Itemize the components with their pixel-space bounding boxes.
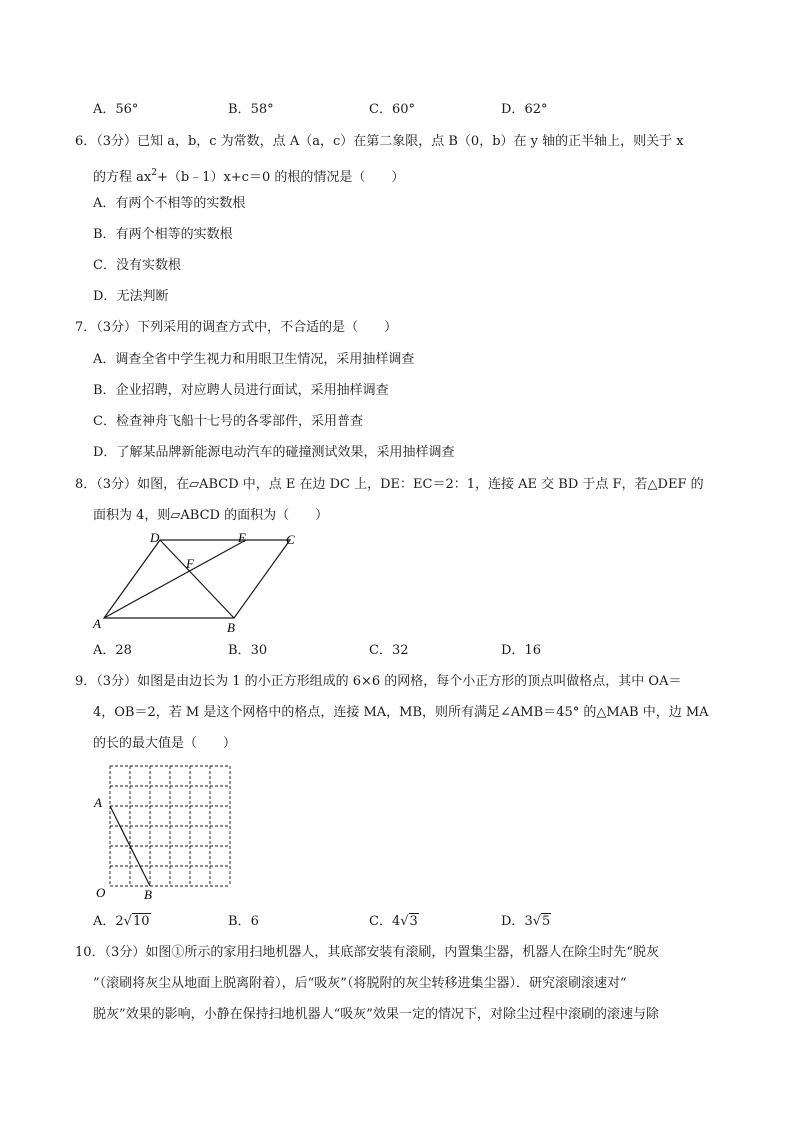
- q8-option-d: D．16: [501, 643, 541, 658]
- q9-option-a: A．2√10: [93, 914, 150, 929]
- label-a: A: [93, 616, 101, 631]
- q7-stem: 7．（3分）下列采用的调查方式中，不合适的是（ ）: [75, 320, 398, 335]
- q5-option-a: A．56°: [93, 102, 139, 117]
- q8-option-c: C．32: [369, 643, 409, 658]
- q8-option-b: B．30: [228, 643, 268, 658]
- label-o: O: [96, 885, 106, 900]
- q6-stem-line2: 的方程 $ax^2+(b﹣1)x+c=0$ 的根的情况是（ ）: [93, 168, 405, 185]
- q9-option-b: B．6: [228, 914, 259, 929]
- q10-stem-line1: 10．（3分）如图①所示的家用扫地机器人，其底部安装有滚刷，内置集尘器，机器人在除尘时先“脱灰: [75, 945, 659, 960]
- q9-stem-line2: 4，OB＝2，若 M 是这个网格中的格点，连接 MA，MB，则所有满足∠AMB＝45° 的△MAB 中，边 MA: [93, 705, 709, 720]
- label-a: A: [94, 795, 102, 810]
- segment-bd: [160, 540, 234, 618]
- q8-stem-line1: 8．（3分）如图，在▱ABCD 中，点 E 在边 DC 上，DE：EC＝2：1，连接 AE 交 BD 于点 F，若△DEF 的: [75, 477, 704, 492]
- label-c: C: [286, 532, 295, 547]
- q5-option-d: D．62°: [501, 102, 548, 117]
- q8-parallelogram-figure: [88, 528, 318, 638]
- q10-stem-line2: ”（滚刷将灰尘从地面上脱离附着），后“吸灰”（将脱附的灰尘转移进集尘器）．研究滚刷滚速对“: [93, 976, 627, 991]
- q6-option-a: A．有两个不相等的实数根: [93, 196, 246, 211]
- q5-option-b: B．58°: [228, 102, 274, 117]
- q9-stem-line1: 9．（3分）如图是由边长为 1 的小正方形组成的 6×6 的网格，每个小正方形的顶点叫做格点，其中 OA＝: [75, 674, 682, 689]
- q9-grid-figure: [88, 758, 248, 908]
- q7-option-b: B．企业招聘，对应聘人员进行面试，采用抽样调查: [93, 383, 389, 398]
- q5-option-c: C．60°: [369, 102, 415, 117]
- q8-option-a: A．28: [93, 643, 132, 658]
- q6-option-c: C．没有实数根: [93, 258, 181, 273]
- label-d: D: [150, 530, 160, 545]
- q10-stem-line3: 脱灰”效果的影响，小静在保持扫地机器人“吸灰”效果一定的情况下，对除尘过程中滚刷的滚速与除: [93, 1007, 659, 1022]
- label-f: F: [186, 556, 194, 571]
- q9-option-d: D．3√5: [501, 914, 551, 929]
- q6-option-d: D．无法判断: [93, 289, 169, 304]
- q7-option-a: A．调查全省中学生视力和用眼卫生情况，采用抽样调查: [93, 352, 415, 367]
- q9-option-c: C．4√3: [369, 914, 418, 929]
- segment-ae: [104, 540, 246, 618]
- q8-stem-line2: 面积为 4，则▱ABCD 的面积为（ ）: [93, 508, 329, 523]
- q7-option-c: C．检查神舟飞船十七号的各零部件，采用普查: [93, 414, 363, 429]
- label-e: E: [238, 530, 246, 545]
- label-b: B: [144, 887, 152, 902]
- q6-stem-line1: 6．（3分）已知 a，b，c 为常数，点 A（a，c）在第二象限，点 B（0，b）在 y 轴的正半轴上，则关于 x: [75, 134, 684, 149]
- q6-option-b: B．有两个相等的实数根: [93, 227, 233, 242]
- q7-option-d: D．了解某品牌新能源电动汽车的碰撞测试效果，采用抽样调查: [93, 445, 455, 460]
- dashed-grid: [110, 766, 230, 886]
- label-b: B: [227, 620, 235, 635]
- q9-stem-line3: 的长的最大值是（ ）: [93, 736, 237, 751]
